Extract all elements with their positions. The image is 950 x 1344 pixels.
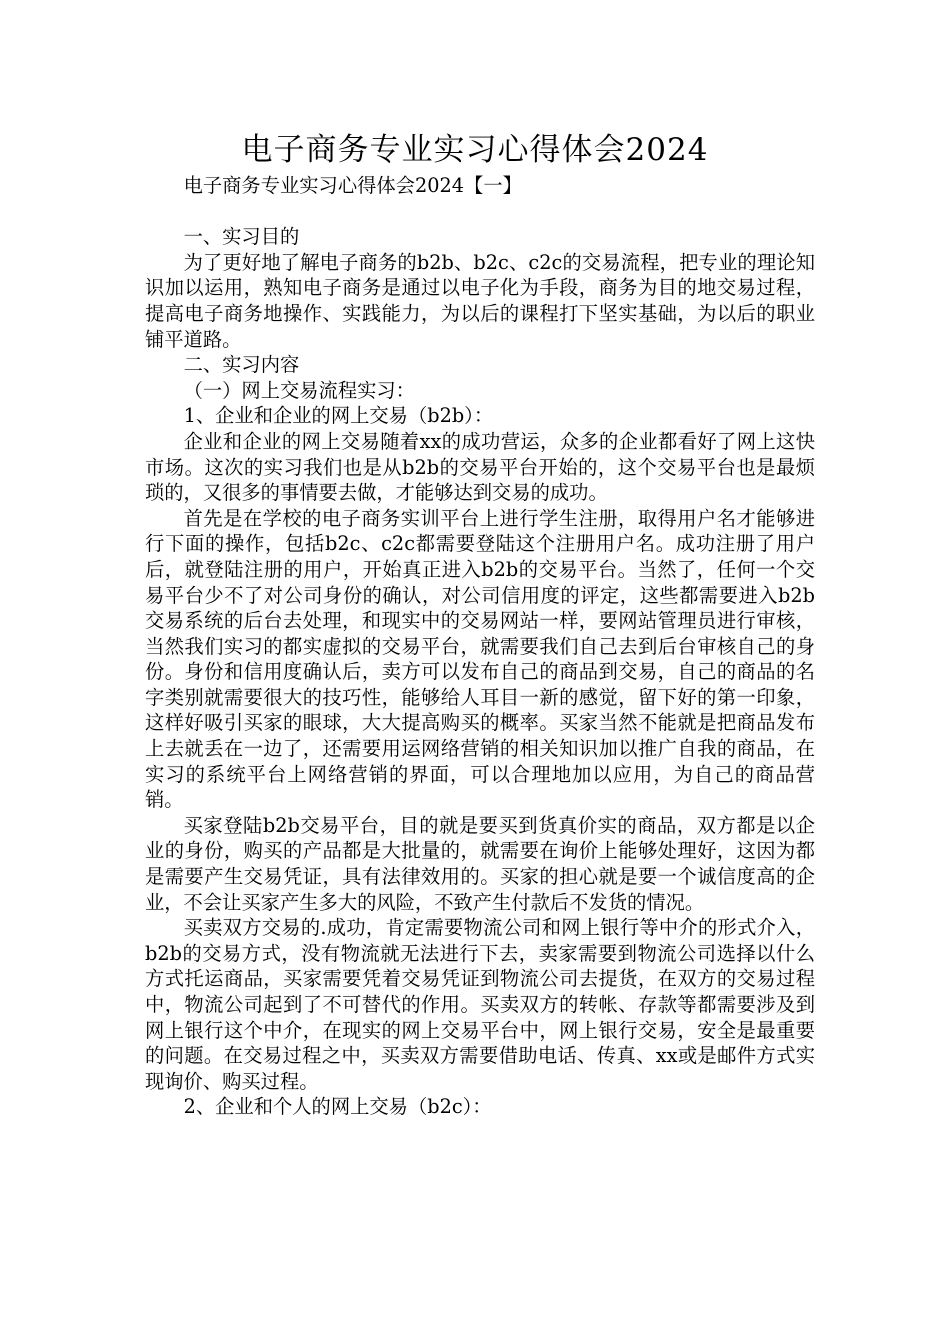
document-title: 电子商务专业实习心得体会2024 — [241, 132, 709, 168]
subheading-online-trade-process: （一）网上交易流程实习： — [183, 378, 415, 402]
paragraph-b2b-intro: 企业和企业的网上交易随着xx的成功营运，众多的企业都看好了网上这快市场。这次的实习我们也是从b2b的交易平台开始的，这个交易平台也是最烦琐的，又很多的事情要去做，才能够达到交易的成功。 — [145, 429, 815, 505]
section-heading: 电子商务专业实习心得体会2024【一】 — [183, 174, 522, 197]
paragraph-logistics-banking: 买卖双方交易的.成功，肯定需要物流公司和网上银行等中介的形式介入，b2b的交易方式，没有物流就无法进行下去，卖家需要到物流公司选择以什么方式托运商品，买家需要凭着交易凭证到物流公司去提货，在双方的交易过程中，物流公司起到了不可替代的作用。买卖双方的转帐、存款等都需要涉及到网上银行这个中介，在现实的网上交易平台中，网上银行交易，安全是最重要的问题。在交易过程之中，买卖双方需要借助电话、传真、xx或是邮件方式实现询价、购买过程。 — [145, 916, 815, 1093]
paragraph-purpose: 为了更好地了解电子商务的b2b、b2c、c2c的交易流程，把专业的理论知识加以运用，熟知电子商务是通过以电子化为手段，商务为目的地交易过程，提高电子商务地操作、实践能力，为以后的课程打下坚实基础，为以后的职业铺平道路。 — [145, 250, 815, 351]
subheading-b2c: 2、企业和个人的网上交易（b2c）： — [183, 1095, 492, 1119]
heading-internship-content: 二、实习内容 — [183, 353, 300, 377]
subheading-b2b: 1、企业和企业的网上交易（b2b）： — [183, 404, 494, 428]
paragraph-registration: 首先是在学校的电子商务实训平台上进行学生注册，取得用户名才能够进行下面的操作，包括b2c、c2c都需要登陆这个注册用户名。成功注册了用户后，就登陆注册的用户，开始真正进入b2b的交易平台。当然了，任何一个交易平台少不了对公司身份的确认，对公司信用度的评定，这些都需要进入b2b交易系统的后台去处理，和现实中的交易网站一样，要网站管理员进行审核，当然我们实习的都实虚拟的交易平台，就需要我们自己去到后台审核自己的身份。身份和信用度确认后，卖方可以发布自己的商品到交易，自己的商品的名字类别就需要很大的技巧性，能够给人耳目一新的感觉，留下好的第一印象，这样好吸引买家的眼球，大大提高购买的概率。买家当然不能就是把商品发布上去就丢在一边了，还需要用运网络营销的相关知识加以推广自我的商品，在实习的系统平台上网络营销的界面，可以合理地加以应用，为自己的商品营销。 — [145, 506, 815, 812]
paragraph-buyer: 买家登陆b2b交易平台，目的就是要买到货真价实的商品，双方都是以企业的身份，购买的产品都是大批量的，就需要在询价上能够处理好，这因为都是需要产生交易凭证，具有法律效用的。买家的担心就是要一个诚信度高的企业，不会让买家产生多大的风险，不致产生付款后不发货的情况。 — [145, 813, 815, 914]
heading-internship-purpose: 一、实习目的 — [183, 225, 300, 249]
document-body — [145, 172, 815, 1120]
